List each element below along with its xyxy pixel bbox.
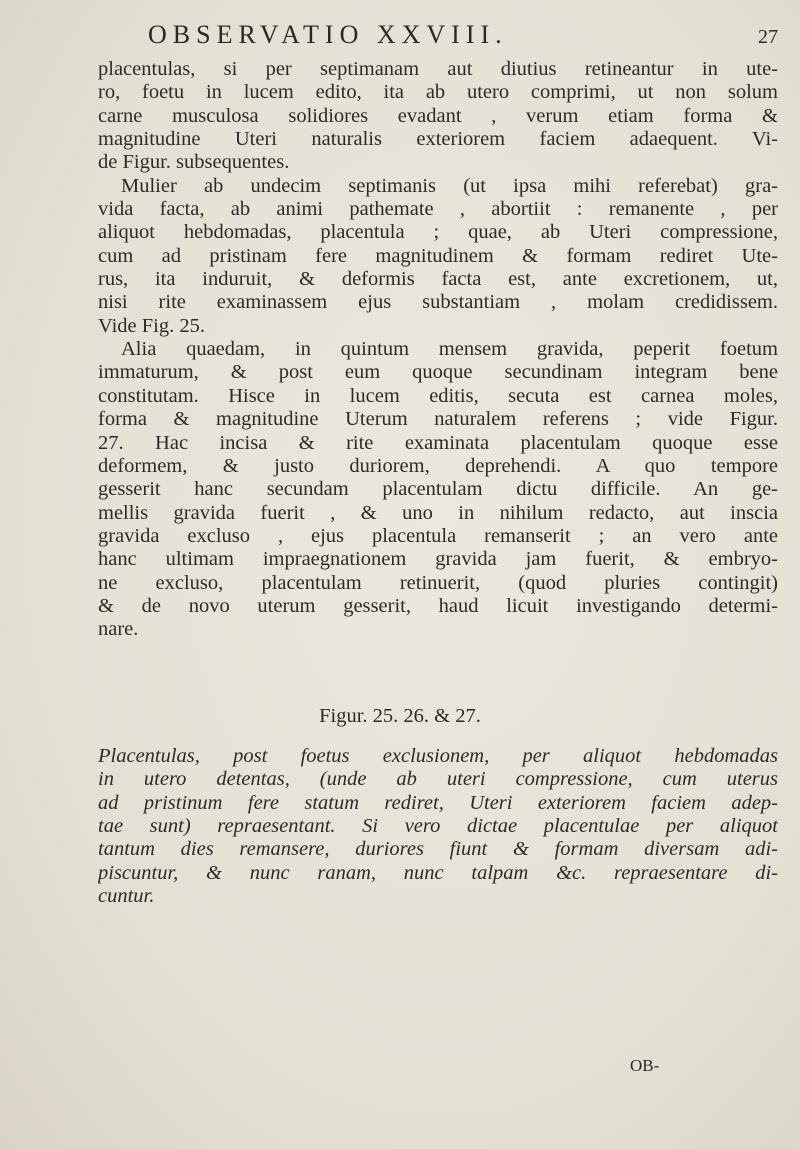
text-line: forma & magnitudine Uterum naturalem referens ; vide Figur. [98, 408, 778, 431]
catchword: OB- [630, 1056, 660, 1075]
text-line: hanc ultimam impraegnationem gravida jam fuerit, & embryo- [98, 548, 778, 571]
text-line: ro, foetu in lucem edito, ita ab utero comprimi, ut non solum [98, 81, 778, 104]
text-line: de Figur. subsequentes. [98, 151, 290, 174]
text-line: 27. Hac incisa & rite examinata placentulam quoque esse [98, 431, 778, 454]
text-line: placentulas, si per septimanam aut diutius retineantur in ute- [98, 58, 778, 80]
running-head: OBSERVATIO XXVIII. [148, 20, 508, 49]
page-header [148, 16, 788, 52]
text-line: gravida excluso , ejus placentula remanserit ; an vero ante [98, 524, 778, 547]
text-line: Vide Fig. 25. [98, 314, 205, 337]
page-number: 27 [758, 26, 778, 48]
caption-line: piscuntur, & nunc ranam, nunc talpam &c. repraesentare di- [98, 861, 778, 884]
caption-line: tae sunt) repraesentant. Si vero dictae placentulae per aliquot [98, 815, 778, 838]
text-line: gesserit hanc secundam placentulam dictu difficile. An ge- [98, 478, 778, 501]
figure-caption-title: Figur. 25. 26. & 27. [319, 705, 481, 727]
caption-line: ad pristinum fere statum rediret, Uteri exteriorem faciem adep- [98, 791, 778, 814]
text-line: magnitudine Uteri naturalis exteriorem faciem adaequent. Vi- [98, 128, 778, 151]
text-line: ne excluso, placentulam retinuerit, (quod pluries contingit) [98, 571, 778, 594]
text-line: immaturum, & post eum quoque secundinam integram bene [98, 361, 778, 384]
text-line: carne musculosa solidiores evadant , verum etiam forma & [98, 104, 778, 127]
text-line: Alia quaedam, in quintum mensem gravida, peperit foetum [121, 338, 778, 361]
text-line: deformem, & justo duriorem, deprehendi. A quo tempore [98, 454, 778, 477]
text-line: rus, ita induruit, & deformis facta est, ante excretionem, ut, [98, 268, 778, 291]
caption-line: cuntur. [98, 885, 155, 908]
caption-line: Placentulas, post foetus exclusionem, per aliquot hebdomadas [98, 745, 778, 767]
text-line: nare. [98, 618, 139, 641]
text-line: cum ad pristinam fere magnitudinem & formam rediret Ute- [98, 244, 778, 267]
caption-line: tantum dies remansere, duriores fiunt & formam diversam adi- [98, 838, 778, 861]
text-line: nisi rite examinassem ejus substantiam , molam credidissem. [98, 291, 778, 314]
body-text [98, 58, 778, 642]
text-line: aliquot hebdomadas, placentula ; quae, ab Uteri compressione, [98, 221, 778, 244]
text-line: vida facta, ab animi pathemate , abortiit : remanente , per [98, 198, 778, 221]
text-line: Mulier ab undecim septimanis (ut ipsa mihi referebat) gra- [121, 174, 778, 197]
text-line: mellis gravida fuerit , & uno in nihilum redacto, aut inscia [98, 501, 778, 524]
text-line: & de novo uterum gesserit, haud licuit investigando determi- [98, 594, 778, 617]
text-line: constitutam. Hisce in lucem editis, secuta est carnea moles, [98, 384, 778, 407]
figure-caption-text [98, 745, 778, 908]
caption-line: in utero detentas, (unde ab uteri compressione, cum uterus [98, 768, 778, 791]
